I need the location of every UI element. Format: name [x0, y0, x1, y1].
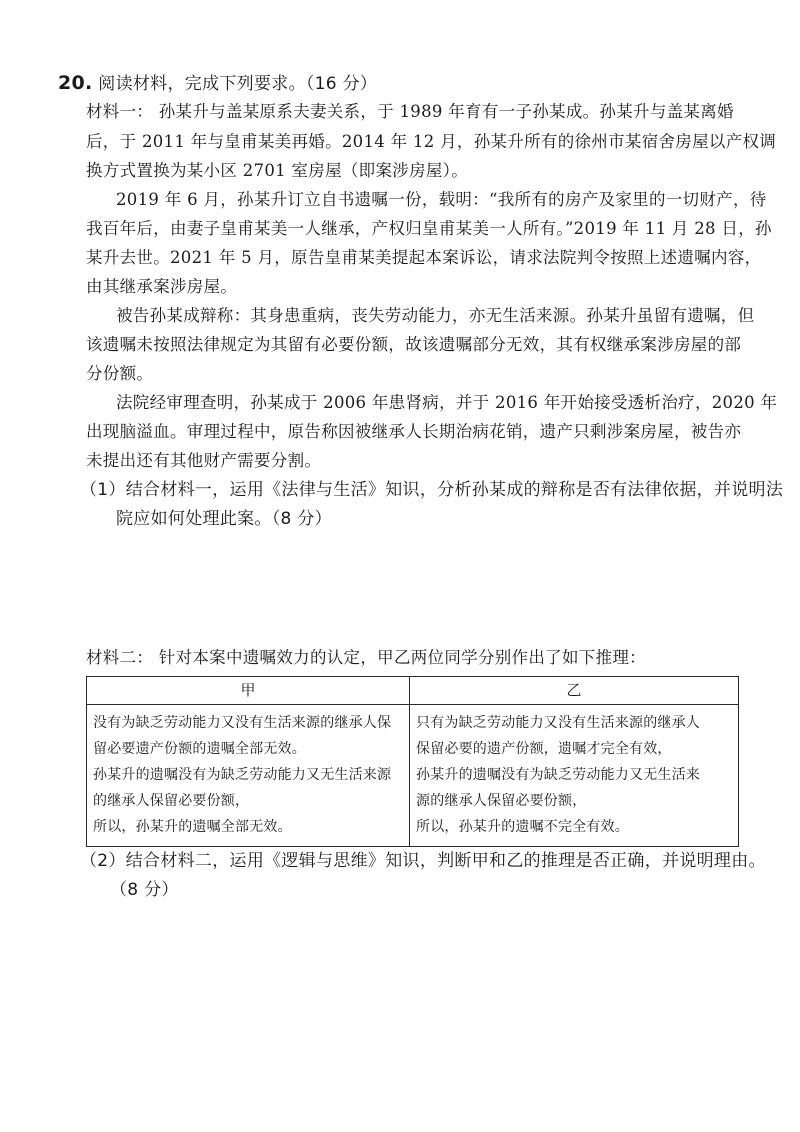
yi-line: 孙某升的遗嘱没有为缺乏劳动能力又无生活来 [416, 767, 700, 783]
jia-reasoning-cell [87, 705, 410, 847]
reasoning-table [86, 676, 739, 847]
subquestion1-line: 院应如何处理此案。（8 分） [116, 509, 332, 529]
material1-label: 材料一： [86, 102, 154, 121]
material1-line: 后，于 2011 年与皇甫某美再婚。2014 年 12 月，孙某升所有的徐州市某宿舍房屋以产权调 [86, 132, 777, 151]
material1-line: 某升去世。2021 年 5 月，原告皇甫某美提起本案诉讼，请求法院判令按照上述遗嘱内容， [86, 248, 762, 267]
material1-line: 我百年后，由妻子皇甫某美一人继承，产权归皇甫某美一人所有。”2019 年 11 月 28 日，孙 [86, 219, 772, 238]
material2-intro-text: 针对本案中遗嘱效力的认定，甲乙两位同学分别作出了如下推理： [158, 648, 646, 667]
subquestion1-line: （1）结合材料一，运用《法律与生活》知识，分析孙某成的辩称是否有法律依据，并说明法 [80, 480, 784, 500]
jia-line: 所以，孙某升的遗嘱全部无效。 [93, 819, 292, 835]
table-row [87, 705, 739, 847]
jia-line: 孙某升的遗嘱没有为缺乏劳动能力又无生活来源 [93, 767, 392, 783]
yi-line: 只有为缺乏劳动能力又没有生活来源的继承人 [416, 715, 700, 731]
yi-reasoning-cell [410, 705, 739, 847]
material2-label: 材料二： [86, 648, 154, 667]
yi-line: 保留必要的遗产份额，遗嘱才完全有效， [416, 741, 672, 757]
material1-line: 孙某升与盖某原系夫妻关系，于 1989 年育有一子孙某成。孙某升与盖某离婚 [158, 102, 734, 121]
jia-line: 留必要遗产份额的遗嘱全部无效。 [93, 741, 306, 757]
material1-line: 分份额。 [86, 364, 154, 383]
material1-line: 出现脑溢血。审理过程中，原告称因被继承人长期治病花销，遗产只剩涉案房屋，被告亦 [86, 422, 742, 441]
material1-line: 换方式置换为某小区 2701 室房屋（即案涉房屋）。 [86, 161, 469, 180]
table-header-yi: 乙 [410, 677, 739, 705]
material1-line: 该遗嘱未按照法律规定为其留有必要份额，故该遗嘱部分无效，其有权继承案涉房屋的部 [86, 335, 742, 354]
yi-line: 源的继承人保留必要份额， [416, 793, 587, 809]
material1-first-line [86, 102, 734, 122]
jia-line: 没有为缺乏劳动能力又没有生活来源的继承人保 [93, 715, 392, 731]
material2-intro [86, 648, 646, 668]
material1-line: 被告孙某成辩称：其身患重病，丧失劳动能力，亦无生活来源。孙某升虽留有遗嘱，但 [116, 306, 755, 325]
material1-line: 法院经审理查明，孙某成于 2006 年患肾病，并于 2016 年开始接受透析治疗，2020 年 [116, 393, 778, 412]
yi-line: 所以，孙某升的遗嘱不完全有效。 [416, 819, 629, 835]
question-number: 20. [58, 72, 93, 94]
subquestion2-line: （8 分） [110, 880, 179, 900]
material1-line: 未提出还有其他财产需要分割。 [86, 451, 322, 470]
material1-line: 由其继承案涉房屋。 [86, 277, 238, 296]
question-prompt: 阅读材料，完成下列要求。（16 分） [98, 74, 378, 94]
table-header-jia: 甲 [87, 677, 410, 705]
jia-line: 的继承人保留必要份额， [93, 793, 250, 809]
material1-line: 2019 年 6 月，孙某升订立自书遗嘱一份，载明：“我所有的房产及家里的一切财产，待 [116, 190, 767, 209]
question-header [58, 73, 377, 94]
subquestion2-line: （2）结合材料二，运用《逻辑与思维》知识，判断甲和乙的推理是否正确，并说明理由。 [80, 851, 766, 871]
